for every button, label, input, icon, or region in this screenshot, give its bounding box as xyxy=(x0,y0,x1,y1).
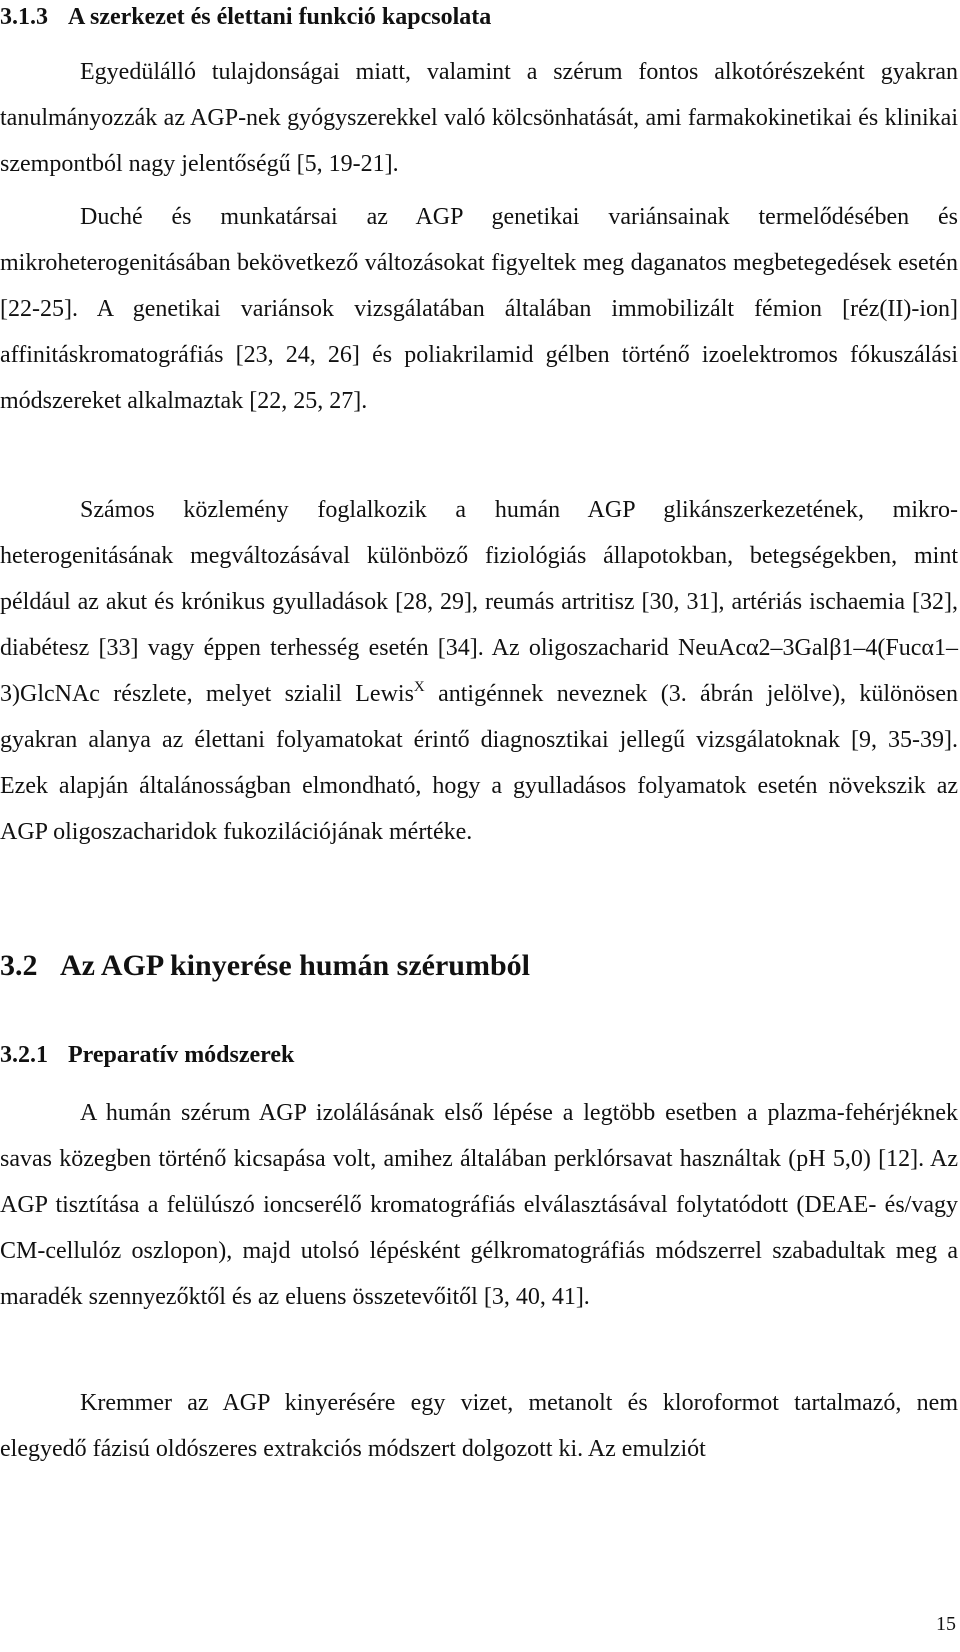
section-number: 3.2 xyxy=(0,949,38,982)
paragraph-3 xyxy=(0,487,958,855)
section-title: Preparatív módszerek xyxy=(68,1042,295,1068)
paragraph-3-text: Számos közlemény foglalkozik a humán AGP glikánszerkezetének, mikro-heterogenitásának megváltozásával különböző fiziológiás állapotokban, betegségekben, mint például az akut és krónikus gyulladások [28, 29], reumás artritisz [30, 31], artériás ischaemia [32], diabétesz [33] vagy éppen terhesség esetén [34]. Az oligoszacharid NeuAcα2–3Galβ1–4(Fucα1–3)GlcNAc részlete, melyet szialil Lewis xyxy=(0,497,958,707)
section-title: Az AGP kinyerése humán szérumból xyxy=(60,949,530,982)
section-heading-3-2 xyxy=(0,948,530,984)
paragraph-1: Egyedülálló tulajdonságai miatt, valamint a szérum fontos alkotórészeként gyakran tanulmányozzák az AGP-nek gyógyszerekkel való kölcsönhatását, ami farmakokinetikai és klinikai szempontból nagy jelentőségű [5, 19-21]. xyxy=(0,59,958,177)
paragraph-3-text-cont: antigénnek neveznek (3. ábrán jelölve), különösen gyakran alanya az élettani folyamatokat érintő diagnosztikai jellegű vizsgálatoknak [9, 35-39]. Ezek alapján általánosságban elmondható, hogy a gyulladásos folyamatok esetén növekszik az AGP oligoszacharidok fukozilációjának mértéke. xyxy=(0,681,959,845)
paragraph-2: Duché és munkatársai az AGP genetikai variánsainak termelődésében és mikroheterogenitásában bekövetkező változásokat figyeltek meg daganatos megbetegedések esetén [22-25]. A genetikai variánsok vizsgálatában általában immobilizált fémion [réz(II)-ion] affinitáskromatográfiás [23, 24, 26] és poliakrilamid gélben történő izoelektromos fókuszálási módszereket alkalmaztak [22, 25, 27]. xyxy=(0,204,958,414)
paragraph-5: Kremmer az AGP kinyerésére egy vizet, metanolt és kloroformot tartalmazó, nem elegyedő fázisú oldószeres extrakciós módszert dolgozott ki. Az emulziót xyxy=(0,1390,958,1462)
section-heading-3-1-3 xyxy=(0,2,491,32)
page-number: 15 xyxy=(936,1613,956,1635)
section-heading-3-2-1 xyxy=(0,1040,294,1070)
section-title: A szerkezet és élettani funkció kapcsolata xyxy=(68,4,492,30)
superscript-x: X xyxy=(413,679,425,695)
section-number: 3.1.3 xyxy=(0,4,48,30)
section-number: 3.2.1 xyxy=(0,1042,48,1068)
paragraph-4: A humán szérum AGP izolálásának első lépése a legtöbb esetben a plazma-fehérjéknek savas közegben történő kicsapása volt, amihez általában perklórsavat használtak (pH 5,0) [12]. Az AGP tisztítása a felülúszó ioncserélő kromatográfiás elválasztásával folytatódott (DEAE- és/vagy CM-cellulóz oszlopon), majd utolsó lépésként gélkromatográfiás módszerrel szabadultak meg a maradék szennyezőktől és az eluens összetevőitől [3, 40, 41]. xyxy=(0,1100,958,1310)
